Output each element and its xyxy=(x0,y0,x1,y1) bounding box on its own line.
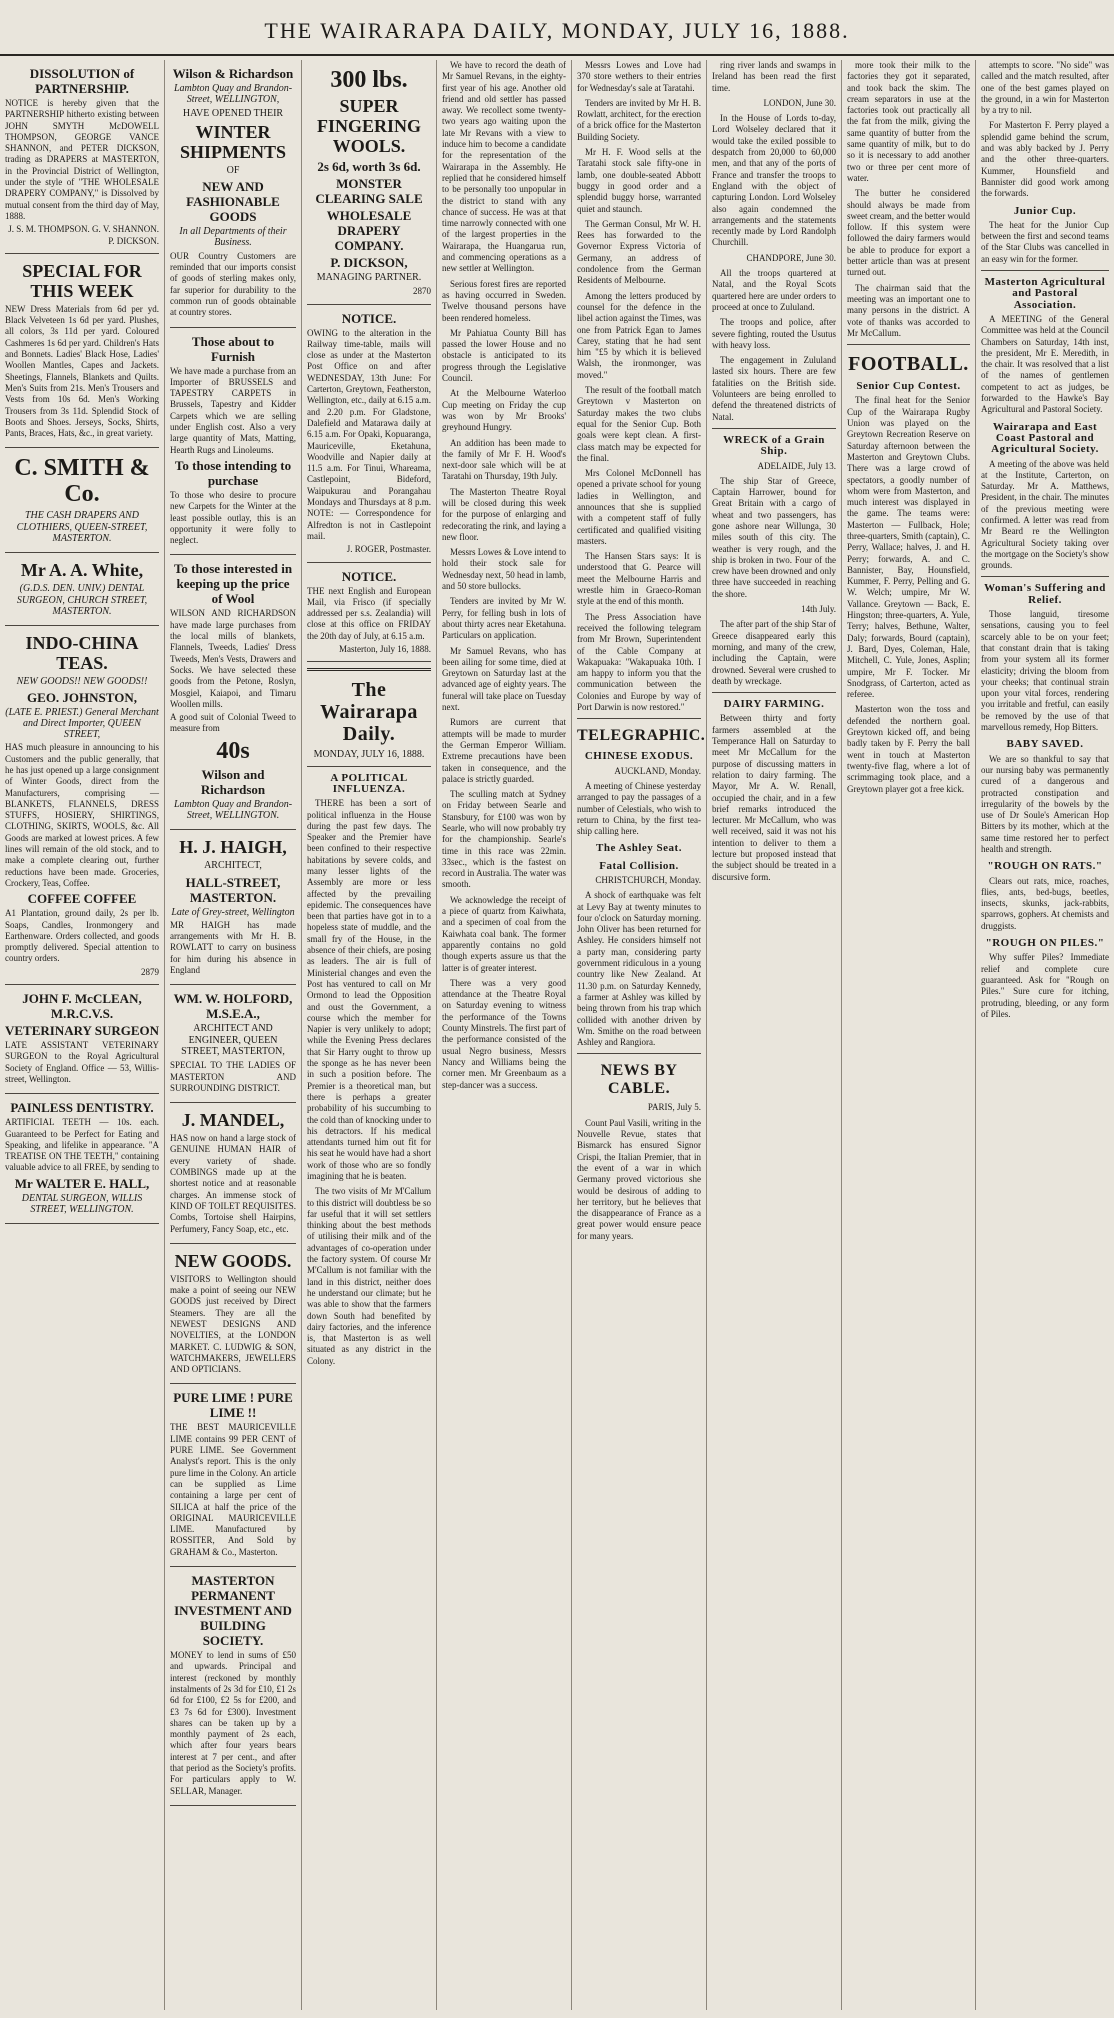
news-item: Serious forest fires are reported as having occurred in Sweden. Twelve thousand persons have been rendered homeless. xyxy=(442,278,566,323)
mail-notice xyxy=(307,305,431,563)
wairarapa-society-text: A meeting of the above was held at the Institute, Carterton, on Saturday. Mr A. Matthews, President, in the chair. The minutes of the previous meeting were confirmed. A letter was read from Mr Beard re the Wellington Agricultural Society taking over the mortgage on the Society's show grounds. xyxy=(981,458,1109,571)
news-item: The sculling match at Sydney on Friday between Searle and Stansbury, for £100 was won by Searle, who will now probably try for the championship. Searle's time in this race was 22min. 33sec., which is the fastest on record in Australia. The water was smooth. xyxy=(442,789,566,890)
news-item: The Hansen Stars says: It is understood that G. Pearce will meet the Melbourne Harris and wrestle him in Graeco-Roman style at the end of this month. xyxy=(577,551,701,607)
junior-title: Junior Cup. xyxy=(1013,204,1077,217)
dateline: CHANDPORE, June 30. xyxy=(746,252,836,263)
mandel-name: J. MANDEL, xyxy=(181,1110,285,1131)
mandel-ad xyxy=(170,1103,296,1244)
news-item: The German Consul, Mr W. H. Rees has forwarded to the Governor Express Victoria of Germany, an address of condolence from the German Residents of Melbourne. xyxy=(577,218,701,286)
building-text: MONEY to lend in sums of £50 and upwards. Principal and interest (reckoned by monthly instalments of 2s 3d for £10, £1 2s 6d for £100, £2 5s for £200, and £3 7s 6d for £300). Investment shares can be taken up by a monthly payment of 2s each, which after four years bears interest at 7 per cent., and after that period as the Society's profits. For particulars apply to W. SELLAR, Manager. xyxy=(170,1650,296,1796)
wreck-title: WRECK of a Grain Ship. xyxy=(723,433,825,458)
pure-title: PURE LIME ! PURE LIME !! xyxy=(173,1390,293,1421)
smith-name: C. SMITH & Co. xyxy=(14,455,150,508)
column-2 xyxy=(165,60,302,2010)
building-society-ad xyxy=(170,1567,296,1806)
wr-text: OUR Country Customers are reminded that our imports consist of goods of sterling makes only, far superior for durability to the common run of goods obtainable at country stores. xyxy=(170,250,296,318)
news-item: more took their milk to the factories they got it separated, and took back the skim. The cream separators in use at the factories took out practically all the fat from the milk, giving the same quantity of butter from the same quantity of milk, but to do so it is necessary to add another two or three per cent more of water. xyxy=(847,60,970,183)
wds-number: 2870 xyxy=(413,286,431,297)
masthead-title: THE WAIRARAPA DAILY, MONDAY, JULY 16, 1888. xyxy=(264,18,850,43)
mcclean-ad xyxy=(5,985,159,1094)
news-item: Messrs Lowes & Love intend to hold their stock sale for Wednesday next, 50 head in lamb, and 50 store bullocks. xyxy=(442,547,566,592)
interested-text: WILSON AND RICHARDSON have made large purchases from the local mills of blankets, Flannels, Tweeds, Ladies' Dress Tweeds, Men's Vests, Drawers and Socks. We have selected these goods from the Petone, Roslyn, Mosgiel, Kaiapoi, and Timaru Woollen mills. xyxy=(170,608,296,709)
news-item: At the Melbourne Waterloo Cup meeting on Friday the cup was won by Mr Brooks' greyhound Hungry. xyxy=(442,388,566,433)
furnish-text: We have made a purchase from an Importer of BRUSSELS and TAPESTRY CARPETS in Brussels, Tapestry and Kidder Carpets which we are selling under English cost. Also a very large quantity of Mats, Matting, Hearth Rugs and Linoleums. xyxy=(170,365,296,455)
column-7 xyxy=(842,60,976,2010)
mcclean-name: JOHN F. McCLEAN, M.R.C.V.S. xyxy=(22,991,142,1022)
dissolution-title: DISSOLUTION of PARTNERSHIP. xyxy=(29,66,135,96)
news-item: The chairman said that the meeting was an important one to many persons in the district. A vote of thanks was accorded to Mr McCallum. xyxy=(847,282,970,338)
indo-goods: NEW GOODS!! NEW GOODS!! xyxy=(16,676,148,688)
divider xyxy=(712,692,836,693)
white-name: Mr A. A. White, xyxy=(20,560,144,581)
notice1-text: OWING to the alteration in the Railway time-table, mails will close as under at the Masterton Post Office on and after WEDNESDAY, 13th June: For Carterton, Greytown, Featherston, Wellington, etc., daily at 6.15 a.m. and 2.20 p.m. For Gladstone, Dalefield and Matarawa daily at 6.15 a.m. For Opaki, Kopuaranga, Mauriceville, Eketahuna, Woodville and Napier daily at 11.5 a.m. For Tinui, Whareama, Castlepoint, Bideford, Waipukurau and Porangahau Mondays and Thursdays at 8 p.m. NOTE: — Correspondence for Alfredton is not in Castlepoint mail. xyxy=(307,327,431,541)
divider xyxy=(847,344,970,345)
divider xyxy=(307,668,431,671)
mandel-text: HAS now on hand a large stock of GENUINE HUMAN HAIR of every variety of shade. COMBINGS made up at the shortest notice and at reasonable charges. An immense stock of KIND OF TOILET REQUISITES. Combs, Tortoise shell Hairpins, Perfumery, Fancy Soap, etc., etc. xyxy=(170,1133,296,1234)
divider xyxy=(981,270,1109,271)
mcclean-sub: VETERINARY SURGEON xyxy=(5,1023,160,1039)
pure-text: THE BEST MAURICEVILLE LIME contains 99 PER CENT of PURE LIME. See Government Analyst's report. This is the only pure lime in the Colony. An article can be supplied as Lime containing a large per cent of SILICA at half the price of the ORIGINAL MAURICEVILLE LIME. Manufactured by ROSSITER, And Sold by GRAHAM & Co., Masterton. xyxy=(170,1422,296,1557)
column-5 xyxy=(572,60,707,2010)
holford-name: WM. W. HOLFORD, M.S.E.A., xyxy=(173,991,293,1022)
indo-title: INDO-CHINA TEAS. xyxy=(25,633,139,674)
fatal-text: A shock of earthquake was felt at Levy Bay at twenty minutes to four o'clock on Saturday morning. John Oliver has been returned for Ashley. He considers himself not a party man, considering party government ridiculous in a young country like New Zealand. At 11.30 p.m. on Saturday Kennedy, a farmer at Ashley was killed by being thrown from his trap which collided with another driven by Wm. Smithe on the road between Ashley and Rangiora. xyxy=(577,890,701,1048)
masthead xyxy=(0,10,1114,56)
wr-winter-ad xyxy=(170,60,296,328)
interested-title: To those interested in keeping up the price of Wool xyxy=(173,561,293,607)
wds-role: MANAGING PARTNER. xyxy=(316,272,422,283)
paper-title: The Wairarapa Daily. xyxy=(320,679,418,746)
johnston-text: HAS much pleasure in announcing to his Customers and the public generally, that he has just opened up a large consignment of Winter Goods, direct from the Manufacturers, comprising — BLANKETS, FLANNELS, DRESS STUFFS, HOSIERY, SHIRTINGS, CLOTHING, SKIRTS, WOOLS, &c. All Goods are marked at lowest prices. A few lines will remain of the old stock, and to make a complete clearing out, further reductions have been made. Groceries, Crockery, Teas, Coffee. xyxy=(5,742,159,888)
fatal-title: Fatal Collision. xyxy=(599,859,679,872)
column-8 xyxy=(976,60,1114,2010)
dairy-text: Between thirty and forty farmers assembled at the Temperance Hall on Saturday to meet Mr McCallum for the purpose of discussing matters in relation to dairy farming. The Mayor, Mr A. W. Renall, occupied the chair, and in a few brief remarks introduced the lecturer. Mr McCallum, who was well received, said it was not his intention to deliver to them a lecture but proposed instead that the subject should be treated in a discursive form. xyxy=(712,713,836,882)
football-text: The final heat for the Senior Cup of the Wairarapa Rugby Union was played on the Greytown Recreation Reserve on Saturday afternoon between the Masterton and Greytown Clubs. There was a large crowd of spectators, a goodly number of whom were from Masterton, and much interest was displayed in the game. The teams were: Masterton — Fullback, Hole; three-quarters, Smith (captain), C. Perry, Wallace; halves, J. and H. Perry; forwards, A. and C. Bannister, Bay, Hounsfield, Kummer, F. Perry, Pelling and G. W. Welch; umpire, Mr W. Vallance. Greytown — Back, E. Hingston; three-quarters, A. Yule, Terry; halves, Bethune, Walter, Daly; forwards, Bourd (captain), J. Bard, Dyes, Coleman, Hale, Mitchell, C. Yule, Jones, Asplin; umpire, Mr F. Tocker. Mr Snodgrass, of Carterton, acted as referee. xyxy=(847,395,970,700)
wool-interest-ad xyxy=(170,555,296,830)
baby-saved-title: BABY SAVED. xyxy=(1006,738,1084,751)
wool-sale: MONSTER CLEARING SALE xyxy=(315,176,423,206)
pure-lime-ad xyxy=(170,1384,296,1567)
news-place: PARIS, July 5. xyxy=(647,1102,701,1113)
news-item: Messrs Lowes and Love had 370 store wethers to their entries for Wednesday's sale at Taratahi. xyxy=(577,60,701,93)
news-item: We have to record the death of Mr Samuel Revans, in the eighty-first year of his age. Another old friend and old settler has passed away. We recollect some twenty-two years ago waiting upon the late Mr Revans with a view to induce him to become a candidate for the representation of the Wairarapa in the Assembly. He replied that he considered himself to be personally too unpopular in the district to stand with any chance of success. He was at that time narrowly connected with one of the largest properties in the Wairarapa, the Huangarua run, and commencing operations as a new settler at Wellington. xyxy=(442,60,566,274)
painless-text: ARTIFICIAL TEETH — 10s. each. Guaranteed to be Perfect for Eating and Speaking, and lifelike in appearance. "A TREATISE ON THE TEETH," containing valuable advice to all FREE, by sending to xyxy=(5,1117,159,1173)
haigh-sub: ARCHITECT, xyxy=(204,860,262,872)
notice1-signature: J. ROGER, Postmaster. xyxy=(346,544,431,555)
indo-china-ad xyxy=(5,626,159,985)
wr-address: Lambton Quay and Brandon-Street, WELLINGTON, xyxy=(173,83,293,106)
wool-title: 300 lbs. xyxy=(330,67,408,93)
divider xyxy=(307,766,431,767)
white-ad xyxy=(5,553,159,626)
fatal-place: CHRISTCHURCH, Monday. xyxy=(595,875,701,885)
womans-text: Those languid, tiresome sensations, causing you to feel scarcely able to be on your feet; that constant drain that is taking from your system all its former elasticity; driving the bloom from your cheeks; that continual strain upon your vital forces, rendering you irritable and fretful, can easily be removed by the use of that marvellous remedy, Hop Bitters. xyxy=(981,609,1109,733)
influenza-text-2: The two visits of Mr M'Callum to this district will doubtless be so far useful that it will set settlers thinking about the best methods of utilising their milk and of the advantages of co-operation under the factory system. Of course Mr M'Callum is not familiar with the land in this district, neither does he understand our climate; but he was able to show that the farmers down South had benefited by dairy factories, and the inference is, that Masterton is as well situated as any district in the Colony. xyxy=(307,1186,431,1366)
football-sub: Senior Cup Contest. xyxy=(856,380,961,393)
intend-text: To those who desire to procure new Carpets for the Winter at the least possible outlay, this is an opportunity it were folly to neglect. xyxy=(170,489,296,546)
influenza-article xyxy=(307,798,431,1367)
wr-name: Wilson & Richardson xyxy=(172,66,294,81)
divider xyxy=(577,1053,701,1054)
notice2-text: THE next English and European Mail, via Frisco (if specially addressed per s.s. Zealandia) will close at this office on FRIDAY the 20th day of July, at 6.15 a.m. xyxy=(307,585,431,641)
special-title: SPECIAL FOR THIS WEEK xyxy=(22,260,142,301)
intend-title: To those intending to purchase xyxy=(174,457,292,488)
column-3 xyxy=(302,60,437,2010)
news-item: Tenders are invited by Mr W. Perry, for felling bush in lots of about thirty acres near Eketahuna. Particulars on application. xyxy=(442,596,566,641)
news-item: The result of the football match Greytown v Masterton on Saturday makes the two clubs equal for the Senior Cup. Both goals were kept clean. A first-class match may be expected for the final. xyxy=(577,385,701,463)
womans-title: Woman's Suffering and Relief. xyxy=(984,582,1106,606)
goods-title: NEW GOODS. xyxy=(174,1250,292,1271)
wds-name: WHOLESALE DRAPERY COMPANY. xyxy=(326,208,412,253)
news-item: The Press Association have received the following telegram from Mr Brown, Superintendent of the Cable Company at Wakapuaka: "Wakapuaka 10th. I am happy to inform you that the communication between the Colonies and Europe by way of Port Darwin is now restored." xyxy=(577,611,701,713)
interested-note: A good suit of Colonial Tweed to measure from xyxy=(170,712,296,734)
smith-ad xyxy=(5,448,159,553)
news-item: Mrs Colonel McDonnell has opened a private school for young ladies in Wellington, and announces that she is supplied with a competent staff of fully certificated and qualified visiting masters. xyxy=(577,468,701,546)
football-text-2: Masterton won the toss and defended the northern goal. Greytown kicked off, and being badly taken by F. Perry the ball went in touch at Masterton twenty-five flag, where a lot of scrimmaging took place, and a Greytown player got a free kick. xyxy=(847,704,970,794)
wr2-address: Lambton Quay and Brandon-Street, WELLINGTON. xyxy=(173,798,293,821)
interested-price: 40s xyxy=(216,737,250,764)
divider xyxy=(981,576,1109,577)
furnish-title: Those about to Furnish xyxy=(191,333,275,364)
holford-ad xyxy=(170,985,296,1103)
news-item: Mr Pahiatua County Bill has passed the lower House and no obstacle is anticipated to its progress through the Legislative Council. xyxy=(442,327,566,384)
smith-sub: THE CASH DRAPERS AND CLOTHIERS, QUEEN-STREET, MASTERTON. xyxy=(16,510,148,545)
wr-opened: HAVE OPENED THEIR xyxy=(182,107,284,119)
junior-text: The heat for the Junior Cup between the first and second teams of the Star Clubs was cancelled in an easy win for the former. xyxy=(981,219,1109,264)
news-item: The engagement in Zululand lasted six hours. There are few fatalities on the British side. Volunteers are being enrolled to defend the threatened districts of Natal. xyxy=(712,355,836,422)
holford-text: SPECIAL TO THE LADIES OF MASTERTON AND SURROUNDING DISTRICT. xyxy=(170,1060,296,1093)
masterton-assoc-text: A MEETING of the General Committee was held at the Council Chambers on Saturday, 14th inst, the president, Mr E. Meredith, in the chair. It was resolved that a list of the names of gentlemen competent to act as judges, be forwarded to the Hawke's Bay Agricultural and Pastoral Society. xyxy=(981,313,1109,415)
ashley-title: The Ashley Seat. xyxy=(596,842,682,855)
wool-sub: SUPER FINGERING WOOLS. xyxy=(316,96,421,156)
influenza-text: THERE has been a sort of political influenza in the House during the past few days. The Speaker and the Premier have been confined to their respective habitations by severe colds, and many lesser lights of the Assembly are more or less affected by the prevailing epidemic. The consequences have been that parties have got in to a hopeless state of muddle, and the small fry of the House, in the absence of their chiefs, are posing as leaders. The air is full of Ministerial changes and even the Post has ventured to call on Mr Ormond to lead the Opposition and oust the Government, a course which the member for Napier is very unlikely to adopt; while the Evening Press declares that Sir Harry ought to throw up the sponge as he has never been in such a position before. The Premier is a theoretical man, but there is perhaps a greater probability of his succumbing to the cold than of knocking under to his detractors. If his medical attendants turned him out fit for his seat he would have had a short work of those who are so fondly imagining that he is beaten. xyxy=(307,798,431,1181)
news-cable-title: NEWS BY CABLE. xyxy=(600,1062,678,1098)
johnston-name: GEO. JOHNSTON, xyxy=(27,689,137,705)
wr-depts: In all Departments of their Business. xyxy=(179,226,287,249)
rough-piles-title: "ROUGH ON PILES." xyxy=(985,937,1105,950)
column-6 xyxy=(707,60,842,2010)
news-item: attempts to score. "No side" was called and the match resulted, after one of the best games played on the ground, in a win for Masterton by a try to nil. xyxy=(981,60,1109,116)
rough-piles-text: Why suffer Piles? Immediate relief and complete cure guaranteed. Ask for "Rough on Piles." Sure cure for itching, protruding, bleeding, or any form of Piles. xyxy=(981,952,1109,1019)
building-title: MASTERTON PERMANENT INVESTMENT AND BUILDING SOCIETY. xyxy=(174,1573,292,1649)
news-item: Among the letters produced by counsel for the defence in the libel action against the Times, was one from Patrick Egan to James Carey, stating that he had sent him "£5 by which it is believed Walsh, the ironmonger, was moved." xyxy=(577,290,701,380)
dateline: LONDON, June 30. xyxy=(763,97,836,108)
rough-rats-title: "ROUGH ON RATS." xyxy=(987,860,1103,873)
news-item: All the troops quartered at Natal, and the Royal Scots quartered here are under orders to proceed at once to Zululand. xyxy=(712,268,836,312)
news-text: Count Paul Vasili, writing in the Nouvelle Revue, states that Bismarck has ensured Signor Crispi, the Italian Premier, that in the event of a war in which Germany proved victorious she would be desirous of adding to her territory, but he believes that the disappearance of France as a great power would ensure peace for many years. xyxy=(577,1117,701,1241)
coffee-title: COFFEE COFFEE xyxy=(27,891,137,907)
haigh-address: HALL-STREET, MASTERTON. xyxy=(185,874,281,905)
haigh-ad xyxy=(170,830,296,985)
wreck-text-2: The after part of the ship Star of Greece disappeared early this morning, and many of the crew, including the Captain, were drowned. Several were crushed to death by wreckage. xyxy=(712,619,836,686)
chinese-text: A meeting of Chinese yesterday arranged to pay the passages of a number of Celestials, who wish to return to China, by the first tea-ship calling here. xyxy=(577,780,701,837)
news-item: Mr H. F. Wood sells at the Taratahi stock sale fifty-one in lamb, one double-seated Abbott buggy in good order and a splendid buggy horse, warranted quiet and staunch. xyxy=(577,147,701,214)
wreck-place: ADELAIDE, July 13. xyxy=(757,460,836,471)
masterton-assoc-title: Masterton Agricultural and Pastoral Association. xyxy=(984,276,1106,311)
wds-partner: P. DICKSON, xyxy=(330,255,408,270)
wreck-date: 14th July. xyxy=(801,604,836,615)
news-item: The butter he considered should always be made from sweet cream, and the better would follow. If this system were followed the dairy farmers would be able to produce for export a better article than was at present turned out. xyxy=(847,188,970,278)
dairy-title: DAIRY FARMING. xyxy=(723,698,825,711)
new-goods-ad xyxy=(170,1244,296,1385)
notice1-title: NOTICE. xyxy=(341,310,397,326)
news-item: Rumors are current that attempts will be made to murder the German Emperor William. Extreme precautions have been taken in consequence, and the palace is strictly guarded. xyxy=(442,717,566,784)
haigh-late: Late of Grey-street, Wellington xyxy=(171,906,295,918)
wr2-name: Wilson and Richardson xyxy=(200,766,266,797)
dissolution-text: NOTICE is hereby given that the PARTNERSHIP hitherto existing between JOHN SMYTH McDOWELL THOMPSON, GEORGE VANCE SHANNON, and PETER DICKSON, trading as DRAPERS at MASTERTON, in the Provincial District of Wellington, under the style of "THE WHOLESALE DRAPERY COMPANY," is Dissolved by mutual consent from the third day of May, 1888. xyxy=(5,98,159,221)
news-item: The troops and police, after severe fighting, routed the Usutus with heavy loss. xyxy=(712,317,836,350)
paper-date: MONDAY, JULY 16, 1888. xyxy=(313,749,425,761)
wairarapa-society-title: Wairarapa and East Coast Pastoral and Agricultural Society. xyxy=(991,420,1099,456)
wr-winter: WINTER SHIPMENTS xyxy=(179,121,287,162)
notice2-date: Masterton, July 16, 1888. xyxy=(339,644,431,655)
goods-text: VISITORS to Wellington should make a point of seeing our NEW GOODS just received by Direct Steamers. They are all the NEWEST DESIGNS AND NOVELTIES, at the LONDON MARKET. C. LUDWIG & SON, WATCHMAKERS, JEWELLERS AND OPTICIANS. xyxy=(170,1273,296,1375)
coffee-text: A1 Plantation, ground daily, 2s per lb. Soaps, Candles, Ironmongery and Earthenware. Orders collected, and goods promptly delivered. Special attention to country orders. xyxy=(5,908,159,964)
news-item: ring river lands and swamps in Ireland has been read the first time. xyxy=(712,60,836,93)
divider xyxy=(712,428,836,429)
column-4 xyxy=(437,60,572,2010)
painless-ad xyxy=(5,1094,159,1224)
telegraphic-title: TELEGRAPHIC. xyxy=(577,727,706,745)
news-item: Mr Samuel Revans, who has been ailing for some time, died at Greytown on Saturday last at the advanced age of eighty years. The funeral will take place on Tuesday next. xyxy=(442,645,566,713)
haigh-name: H. J. HAIGH, xyxy=(179,837,287,858)
mcclean-text: LATE ASSISTANT VETERINARY SURGEON to the Royal Agricultural Society of England. Office — 53, Willis-street, Wellington. xyxy=(5,1040,159,1084)
column-1 xyxy=(0,60,165,2010)
dissolution-signatures: J. S. M. THOMPSON. G. V. SHANNON. P. DICKSON. xyxy=(8,224,159,246)
haigh-text: MR HAIGH has made arrangements with Mr H. B. ROWLATT to carry on business for him during his absence in England xyxy=(170,919,296,976)
painless-title: PAINLESS DENTISTRY. xyxy=(10,1100,154,1116)
hall-sub: DENTAL SURGEON, WILLIS STREET, WELLINGTON. xyxy=(21,1192,143,1215)
news-item: In the House of Lords to-day, Lord Wolseley declared that it would take the exiled possible to despatch from 20,000 to 60,000 men, and that any of the ports of France and transfer the troops to England with the object of capturing London. Lord Wolseley also again condemned the arrangements and the statements recently made by Lord Randolph Churchill. xyxy=(712,113,836,248)
dissolution-notice xyxy=(5,60,159,254)
news-item: The Masterton Theatre Royal will be closed during this week for the purpose of enlarging and redecorating the rink, and laying a new floor. xyxy=(442,486,566,542)
special-text: NEW Dress Materials from 6d per yd. Black Velveteen 1s 6d per yard. Plushes, all colors, 3s 11d per yard. Coloured Cashmeres 1s 6d per yard. Children's Hats and Bonnets. Ladies' Black Hose, Ladies' Woollen Mantles, Capes and Jackets. Sheetings, Flannels, Blankets and Quilts. Men's Suits from 21s. Men's Trousers and Vests from 10s 6d. Men's Working Trousers from 3s 11d. Splendid Stock of Boots and Shoes. Jerseys, Socks, Shirts, Pants, Braces, Hats, &c., in great variety. xyxy=(5,303,159,439)
holford-sub: ARCHITECT AND ENGINEER, QUEEN STREET, MASTERTON, xyxy=(181,1023,285,1057)
news-item: There was a very good attendance at the Theatre Royal on Saturday evening to witness the performance of the Towns County Minstrels. The first part of the performance consisted of the usual Negro business, Messrs Nancy and Williams being the corner men. Mr Greenbaum as a step-dancer was a success. xyxy=(442,977,566,1090)
coffee-number: 2879 xyxy=(141,966,159,977)
wr-goods: NEW AND FASHIONABLE GOODS xyxy=(186,179,280,225)
influenza-title: A POLITICAL INFLUENZA. xyxy=(330,771,408,795)
news-item: We acknowledge the receipt of a piece of quartz from Kaiwhata, and a specimen of coal from the Kaiwhata coal bank. The former apparently contains no gold though experts assure us that the latter is of greater interest. xyxy=(442,894,566,973)
divider xyxy=(577,718,701,719)
news-item: Tenders are invited by Mr H. B. Rowlatt, architect, for the erection of a brick office for the Masterton Building Society. xyxy=(577,97,701,142)
english-mail-notice xyxy=(307,563,431,663)
wool-price: 2s 6d, worth 3s 6d. xyxy=(317,159,421,174)
baby-saved-text: We are so thankful to say that our nursing baby was permanently cured of a dangerous and protracted constipation and irregularity of the bowels by the use of Dr Soule's American Hop Bitters by its mother, which at the same time restored her to perfect health and strength. xyxy=(981,753,1109,854)
wr-of: OF xyxy=(226,164,240,176)
football-title: FOOTBALL. xyxy=(848,353,969,376)
hall-name: Mr WALTER E. HALL, xyxy=(14,1175,150,1191)
johnston-sub: (LATE E. PRIEST.) General Merchant and Direct Importer, QUEEN STREET, xyxy=(5,706,159,741)
chinese-place: AUCKLAND, Monday. xyxy=(614,765,701,776)
wreck-text: The ship Star of Greece, Captain Harrower, bound for Great Britain with a cargo of wheat and two passengers, has gone ashore near Willunga, 30 miles south of this city. The weather is very rough, and the ship is broken in two. Four of the crew have been drowned and only three have succeeded in reaching the shore. xyxy=(712,475,836,599)
rough-rats-text: Clears out rats, mice, roaches, flies, ants, bed-bugs, beetles, insects, skunks, jack-rabbits, sparrows, gophers. At chemists and druggists. xyxy=(981,875,1109,931)
chinese-title: CHINESE EXODUS. xyxy=(584,750,694,763)
news-item: For Masterton F. Perry played a splendid game behind the scrum, and was ably backed by J. Perry and the other three-quarters. Kummer, Hounsfield and Bannister did good work among the forwards. xyxy=(981,120,1109,199)
white-sub: (G.D.S. DEN. UNIV.) DENTAL SURGEON, CHURCH STREET, MASTERTON. xyxy=(16,583,148,617)
notice2-title: NOTICE. xyxy=(341,568,397,584)
wool-sale-ad xyxy=(307,60,431,305)
special-week-ad xyxy=(5,254,159,449)
furnish-ad xyxy=(170,328,296,556)
news-item: An addition has been made to the family of Mr F. H. Wood's next-door sale which will be at Taratahi on Thursday, 19th July. xyxy=(442,437,566,482)
